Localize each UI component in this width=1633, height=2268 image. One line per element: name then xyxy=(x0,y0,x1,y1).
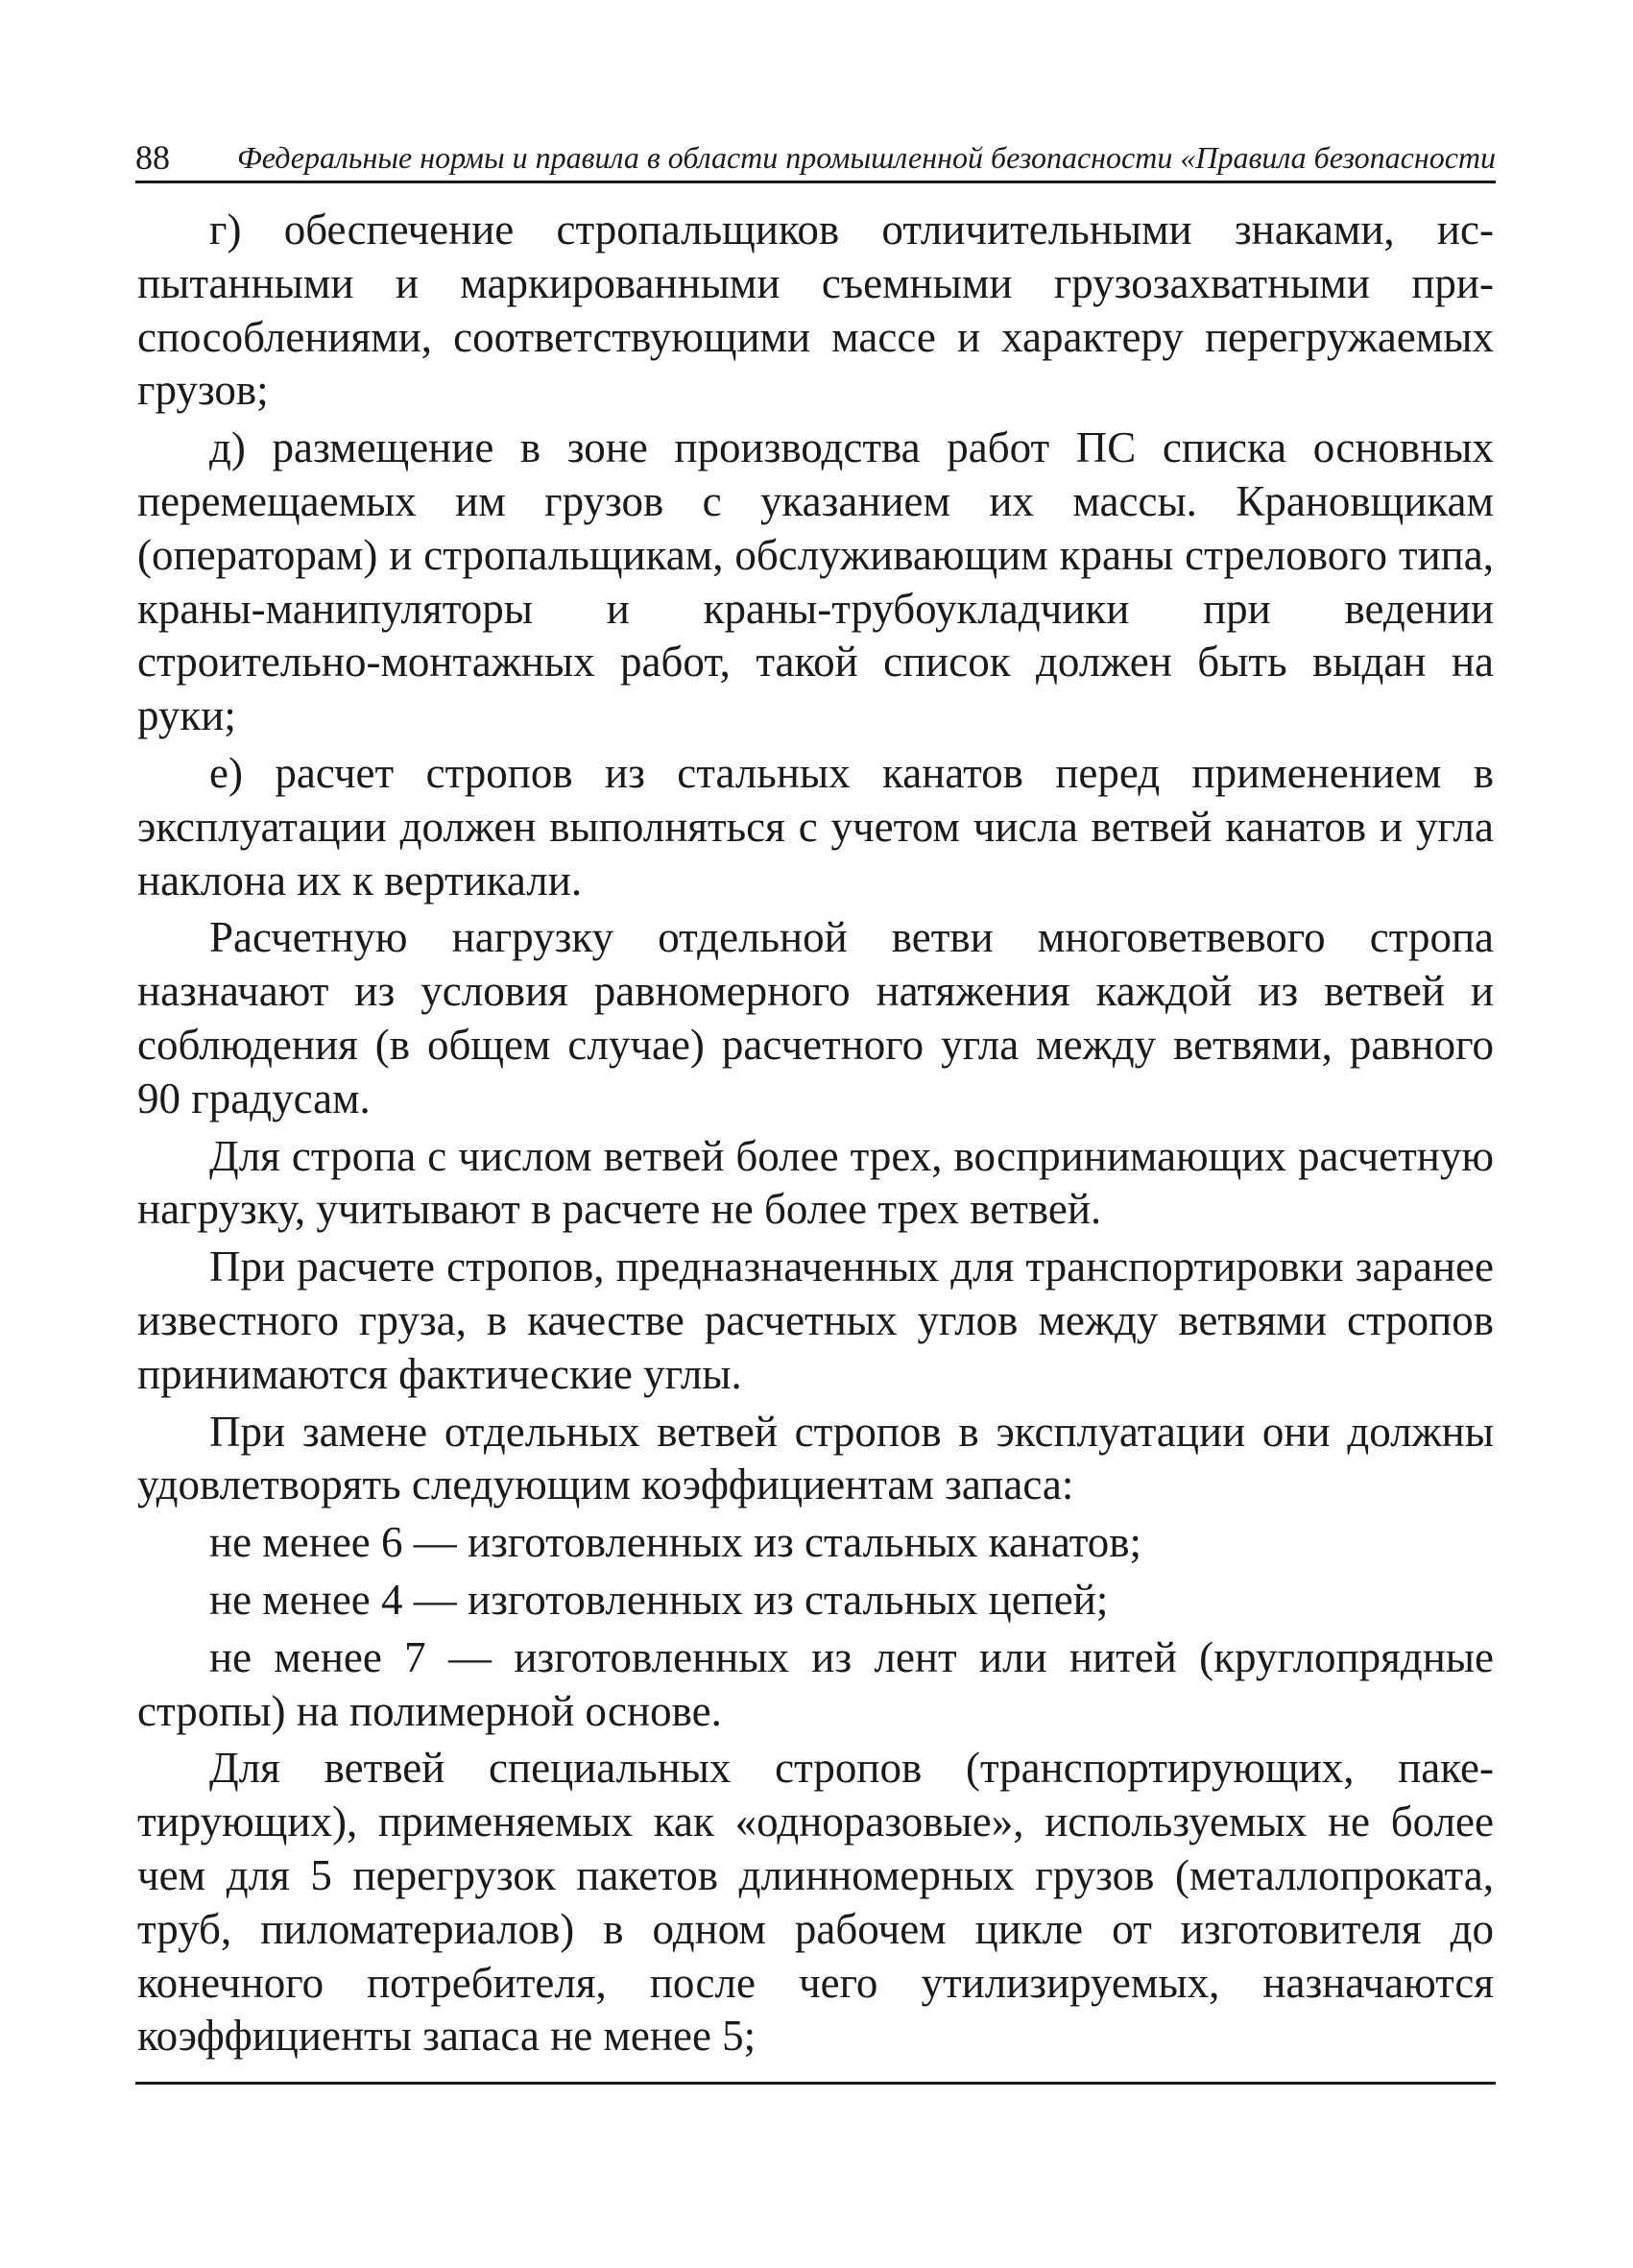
running-title: Федеральные нормы и правила в области промышленной безопасности «Правила безопасности xyxy=(237,140,1496,175)
body-text xyxy=(137,204,1494,2067)
paragraph-special-slings: Для ветвей специальных стропов (транспортирующих, пакетирующих), применяемых как «одноразовые», используемых не более чем для 5 перегрузок пакетов длинномерных грузов (металлопроката, труб, пиломатериалов) в одном рабочем цикле от изготовителя до конечного потребителя, после чего утилизируемых, назначаются коэффициенты запаса не менее 5; xyxy=(137,1744,1494,2061)
paragraph-three-branches: Для стропа с числом ветвей более трех, воспринимающих расчетную нагрузку, учитывают в расчете не более трех ветвей. xyxy=(137,1131,1494,1234)
paragraph-item-d: д) размещение в зоне производства работ ПС списка основных перемещаемых им грузов с указанием их массы. Крановщикам (операторам) и стропальщикам, обслуживающим краны стрелового типа, краны-манипуляторы и краны-трубоукладчики при ведении строительно-монтажных работ, такой список должен быть выдан на руки; xyxy=(137,423,1494,740)
paragraph-actual-angles: При расчете стропов, предназначенных для транспортировки заранее известного груза, в качестве расчетных углов между ветвями стропов принимаются фактические углы. xyxy=(137,1243,1494,1398)
paragraph-item-g: г) обеспечение стропальщиков отличительными знаками, испытанными и маркированными съемными грузозахватными приспособлениями, соответствующими массе и характеру перегружаемых грузов; xyxy=(137,205,1494,415)
running-header xyxy=(135,134,1496,183)
page-number: 88 xyxy=(135,138,170,177)
factor-polymer-slings: не менее 7 — изготовленных из лент или нитей (круглопрядные стропы) на полимерной основе. xyxy=(137,1632,1494,1735)
footer-rule xyxy=(135,2082,1496,2085)
paragraph-item-e: е) расчет стропов из стальных канатов перед применением в эксплуатации должен выполняться с учетом числа ветвей канатов и угла наклона их к вертикали. xyxy=(137,748,1494,905)
factor-steel-chains: не менее 4 — изготовленных из стальных цепей; xyxy=(209,1575,1109,1624)
factor-steel-ropes: не менее 6 — изготовленных из стальных канатов; xyxy=(209,1518,1142,1567)
paragraph-design-load: Расчетную нагрузку отдельной ветви многоветвевого стропа назначают из условия равномерного натяжения каждой из ветвей и соблюдения (в общем случае) расчетного угла между ветвями, равного 90 градусам. xyxy=(137,913,1494,1122)
paragraph-safety-factors: При замене отдельных ветвей стропов в эксплуатации они должны удовлетворять следующим коэффициентам запаса: xyxy=(137,1407,1494,1509)
